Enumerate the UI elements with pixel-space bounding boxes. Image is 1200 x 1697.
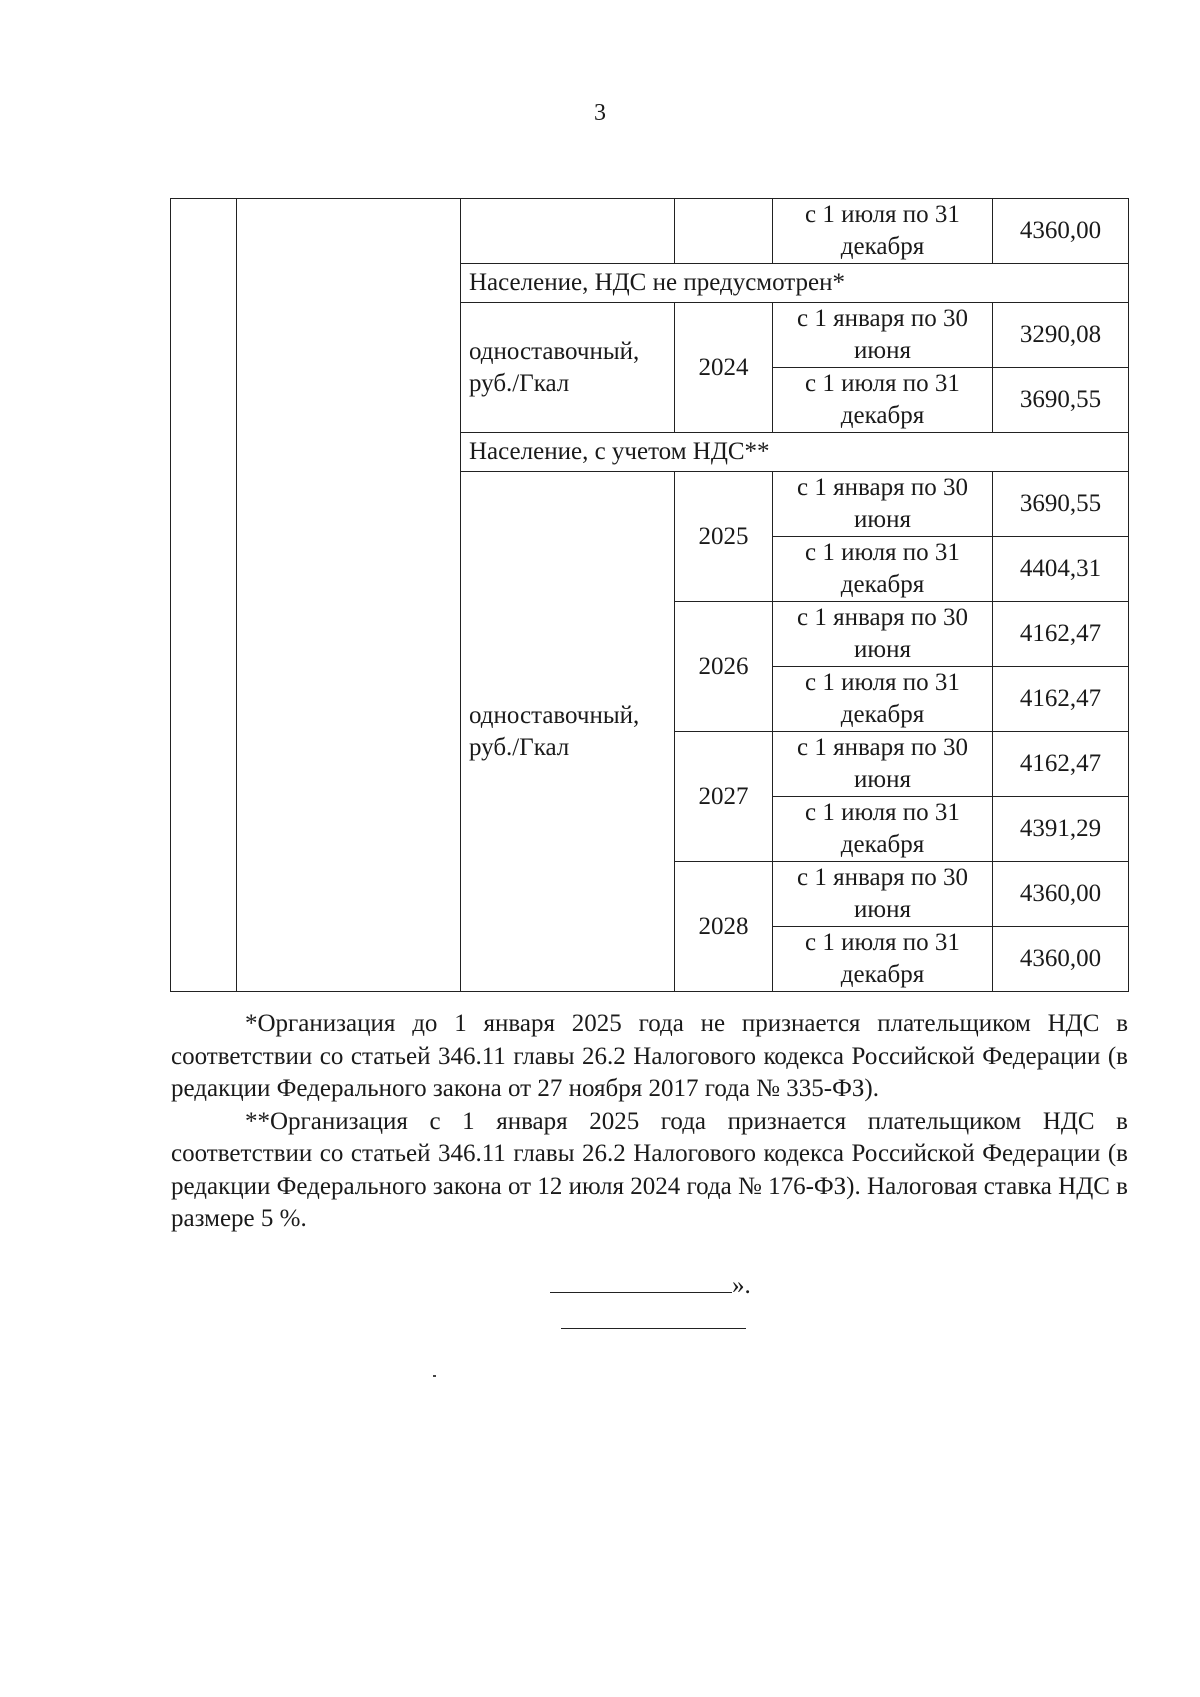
tariff-value-cell: 4162,47 (993, 667, 1129, 732)
period-cell: с 1 июля по 31 декабря (773, 199, 993, 264)
year-cell: 2027 (675, 732, 773, 862)
period-cell: с 1 января по 30 июня (773, 303, 993, 368)
closing-quote-mark: ». (732, 1272, 751, 1299)
table-row (171, 199, 1129, 264)
period-cell: с 1 июля по 31 декабря (773, 667, 993, 732)
section-heading: Население, с учетом НДС** (461, 433, 1129, 472)
period-cell: с 1 января по 30 июня (773, 472, 993, 537)
page-number: 3 (594, 100, 606, 126)
tariff-table (170, 198, 1129, 992)
tariff-value-cell: 4360,00 (993, 862, 1129, 927)
tariff-value-cell: 3690,55 (993, 472, 1129, 537)
year-cell: 2024 (675, 303, 773, 433)
tariff-value-cell: 4162,47 (993, 732, 1129, 797)
closing-line (550, 1272, 751, 1300)
period-cell: с 1 января по 30 июня (773, 862, 993, 927)
period-cell: с 1 июля по 31 декабря (773, 537, 993, 602)
empty-year-cell (675, 199, 773, 264)
closing-underline (550, 1292, 732, 1293)
footnote-vat-payer: **Организация с 1 января 2025 года признается плательщиком НДС в соответствии со статьей 346.11 главы 26.2 Налогового кодекса Российской Федерации (в редакции Федерального закона от 12 июля 2024 года № 176-ФЗ). Налоговая ставка НДС в размере 5 %. (171, 1107, 1128, 1232)
tariff-value-cell: 4360,00 (993, 199, 1129, 264)
period-cell: с 1 января по 30 июня (773, 602, 993, 667)
period-cell: с 1 января по 30 июня (773, 732, 993, 797)
tariff-value-cell: 4360,00 (993, 927, 1129, 992)
period-cell: с 1 июля по 31 декабря (773, 368, 993, 433)
tariff-value-cell: 3690,55 (993, 368, 1129, 433)
scan-artifact-dot (433, 1375, 436, 1377)
year-cell: 2028 (675, 862, 773, 992)
tariff-type-cell: одноставочный, руб./Гкал (461, 472, 675, 992)
end-of-document-rule (561, 1328, 746, 1329)
section-heading: Население, НДС не предусмотрен* (461, 264, 1129, 303)
empty-type-cell (461, 199, 675, 264)
tariff-value-cell: 3290,08 (993, 303, 1129, 368)
year-cell: 2025 (675, 472, 773, 602)
tariff-type-cell: одноставочный, руб./Гкал (461, 303, 675, 433)
tariff-value-cell: 4162,47 (993, 602, 1129, 667)
empty-name-cell (237, 199, 461, 992)
tariff-value-cell: 4391,29 (993, 797, 1129, 862)
period-cell: с 1 июля по 31 декабря (773, 797, 993, 862)
footnote-vat-exempt: *Организация до 1 января 2025 года не признается плательщиком НДС в соответствии со статьей 346.11 главы 26.2 Налогового кодекса Российской Федерации (в редакции Федерального закона от 27 ноября 2017 года № 335-ФЗ). (171, 1010, 1128, 1102)
tariff-value-cell: 4404,31 (993, 537, 1129, 602)
period-cell: с 1 июля по 31 декабря (773, 927, 993, 992)
year-cell: 2026 (675, 602, 773, 732)
footnotes (171, 1008, 1128, 1236)
empty-number-cell (171, 199, 237, 992)
